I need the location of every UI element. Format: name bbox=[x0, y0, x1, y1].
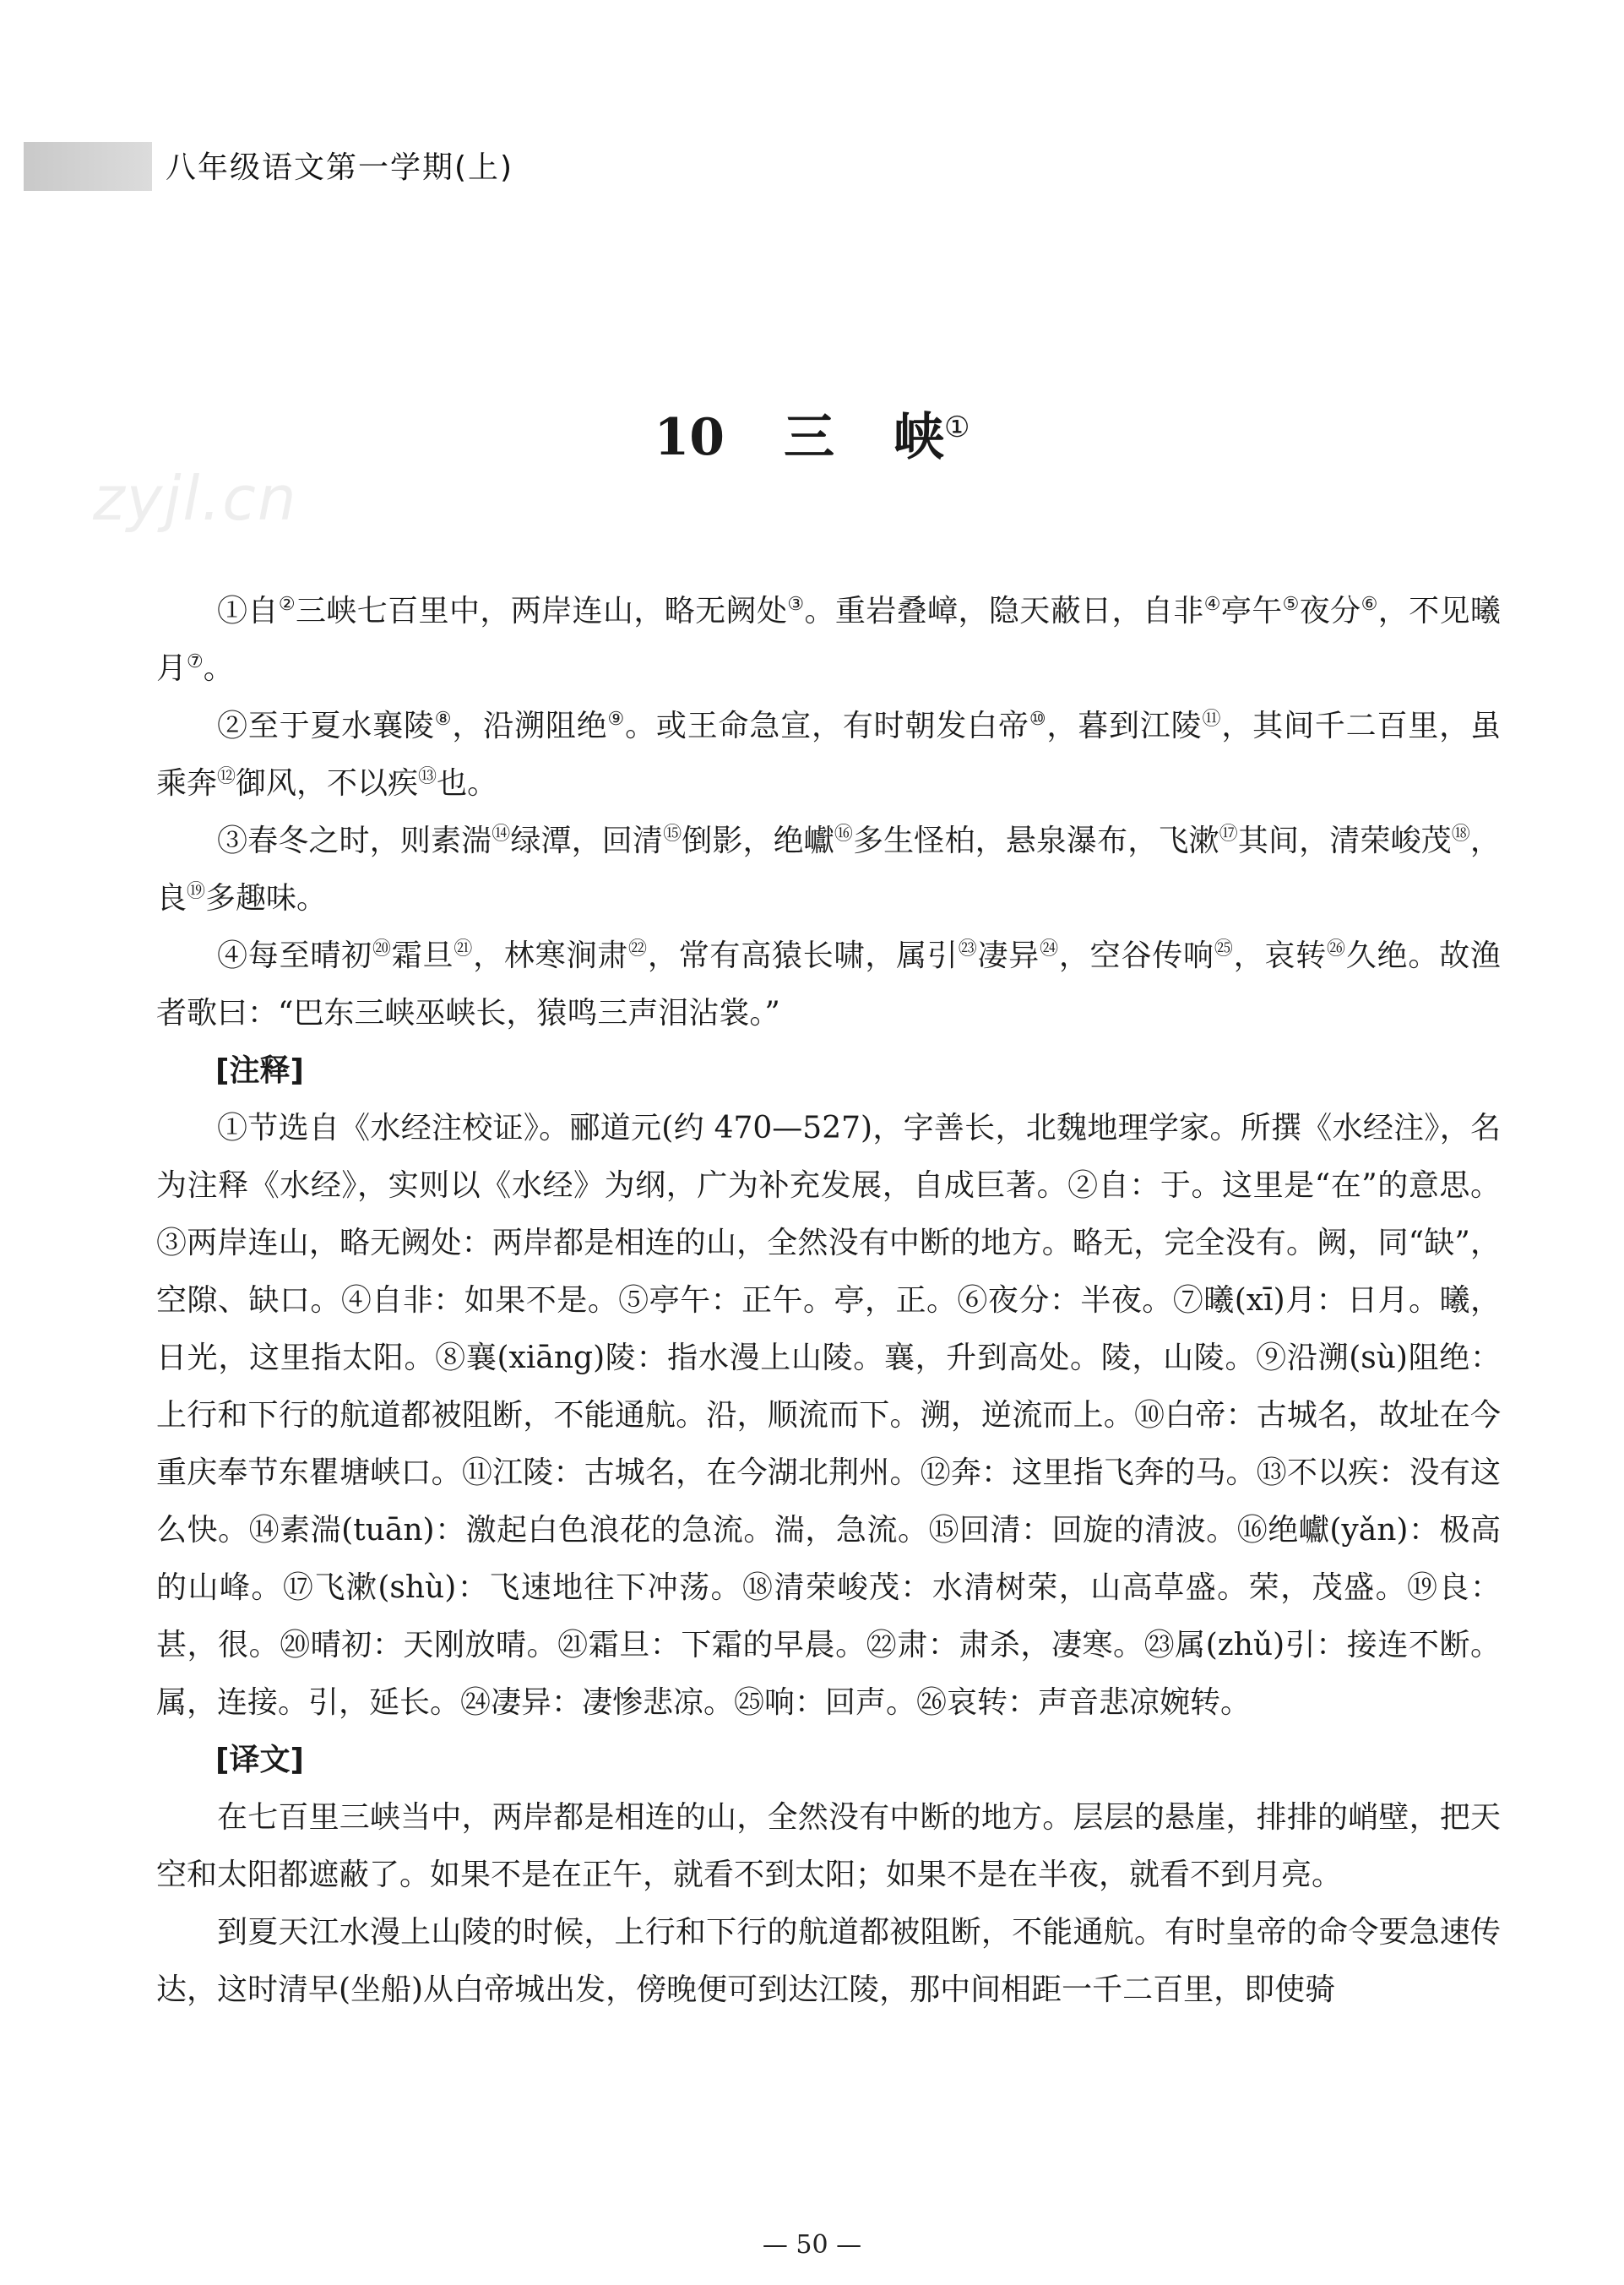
note-marker: ⑥ bbox=[1361, 594, 1378, 615]
note-marker: ⑮ bbox=[663, 824, 682, 845]
page-number: — 50 — bbox=[762, 2230, 862, 2260]
header-bar bbox=[24, 142, 152, 191]
note-marker: ⑰ bbox=[1219, 824, 1238, 845]
note-marker: ④ bbox=[1203, 594, 1221, 615]
note-marker: ③ bbox=[787, 594, 805, 615]
note-marker: ㉑ bbox=[454, 938, 474, 960]
title-char-2: 峡 bbox=[893, 408, 944, 467]
note-marker: ⑲ bbox=[187, 881, 206, 902]
lesson-number: 10 bbox=[654, 408, 725, 467]
note-marker: ⑭ bbox=[492, 824, 511, 845]
note-marker: ⑩ bbox=[1029, 709, 1047, 730]
watermark: zyjl.cn bbox=[93, 463, 298, 534]
note-marker: ⑨ bbox=[607, 709, 626, 730]
note-marker: ⑱ bbox=[1451, 824, 1470, 845]
notes-heading: [注释] bbox=[215, 1053, 304, 1088]
note-marker: ㉔ bbox=[1040, 938, 1059, 960]
title-char-1: 三 bbox=[784, 408, 834, 467]
note-marker: ㉕ bbox=[1214, 938, 1234, 960]
translation-heading: [译文] bbox=[215, 1743, 304, 1777]
translation-paragraph: 到夏天江水漫上山陵的时候，上行和下行的航道都被阻断，不能通航。有时皇帝的命令要急速传达，这时清早(坐船)从白帝城出发，傍晚便可到达江陵，那中间相距一千二百里，即使骑 bbox=[156, 1915, 1501, 2007]
body-paragraph: ③春冬之时，则素湍⑭绿潭，回清⑮倒影，绝巘⑯多生怪柏，悬泉瀑布，飞漱⑰其间，清荣峻茂⑱，良⑲多趣味。 bbox=[156, 824, 1501, 916]
note-marker: ㉓ bbox=[958, 938, 978, 960]
note-marker: ⑬ bbox=[418, 766, 437, 787]
note-marker: ㉖ bbox=[1326, 938, 1346, 960]
body-paragraph: ②至于夏水襄陵⑧，沿溯阻绝⑨。或王命急宣，有时朝发白帝⑩，暮到江陵⑪，其间千二百里，虽乘奔⑫御风，不以疾⑬也。 bbox=[156, 709, 1501, 801]
note-marker: ㉒ bbox=[628, 938, 648, 960]
title-note-mark: ① bbox=[944, 411, 970, 444]
lesson-title bbox=[0, 397, 1624, 470]
note-marker: ⑧ bbox=[434, 709, 453, 730]
translation-paragraph: 在七百里三峡当中，两岸都是相连的山，全然没有中断的地方。层层的悬崖，排排的峭壁，把天空和太阳都遮蔽了。如果不是在正午，就看不到太阳；如果不是在半夜，就看不到月亮。 bbox=[156, 1800, 1501, 1892]
note-marker: ⑤ bbox=[1282, 594, 1300, 615]
note-marker: ⑳ bbox=[372, 938, 392, 960]
notes-text: ①节选自《水经注校证》。郦道元(约 470—527)，字善长，北魏地理学家。所撰《水经注》，名为注释《水经》，实则以《水经》为纲，广为补充发展，自成巨著。②自：于。这里是“在”的意思。③两岸连山，略无阙处：两岸都是相连的山，全然没有中断的地方。略无，完全没有。阙，同“缺”，空隙、缺口。④自非：如果不是。⑤亭午：正午。亭，正。⑥夜分：半夜。⑦曦(xī)月：日月。曦，日光，这里指太阳。⑧襄(xiāng)陵：指水漫上山陵。襄，升到高处。陵，山陵。⑨沿溯(sù)阻绝：上行和下行的航道都被阻断，不能通航。沿，顺流而下。溯，逆流而上。⑩白帝：古城名，故址在今重庆奉节东瞿塘峡口。⑪江陵：古城名，在今湖北荆州。⑫奔：这里指飞奔的马。⑬不以疾：没有这么快。⑭素湍(tuān)：激起白色浪花的急流。湍，急流。⑮回清：回旋的清波。⑯绝巘(yǎn)：极高的山峰。⑰飞漱(shù)：飞速地往下冲荡。⑱清荣峻茂：水清树荣，山高草盛。荣，茂盛。⑲良：甚，很。⑳晴初：天刚放晴。㉑霜旦：下霜的早晨。㉒肃：肃杀，凄寒。㉓属(zhǔ)引：接连不断。属，连接。引，延长。㉔凄异：凄惨悲凉。㉕响：回声。㉖哀转：声音悲凉婉转。 bbox=[156, 1111, 1501, 1720]
note-marker: ② bbox=[278, 594, 296, 615]
body-paragraph: ①自②三峡七百里中，两岸连山，略无阙处③。重岩叠嶂，隐天蔽日，自非④亭午⑤夜分⑥，不见曦月⑦。 bbox=[156, 594, 1501, 686]
note-marker: ⑫ bbox=[217, 766, 236, 787]
note-marker: ⑦ bbox=[187, 651, 204, 672]
main-content bbox=[156, 583, 1501, 2019]
running-title: 八年级语文第一学期(上) bbox=[166, 150, 514, 185]
body-paragraph: ④每至晴初⑳霜旦$^㉑$，林寒涧肃$^㉒$，常有高猿长啸，属引$^㉓$凄异$^㉔$，空谷传响$^㉕$，哀转$^㉖$久绝。故渔者歌曰：“巴东三峡巫峡长，猿鸣三声泪沾裳。” bbox=[156, 938, 1501, 1031]
note-marker: ⑯ bbox=[834, 824, 854, 845]
note-marker: ⑪ bbox=[1202, 709, 1222, 730]
